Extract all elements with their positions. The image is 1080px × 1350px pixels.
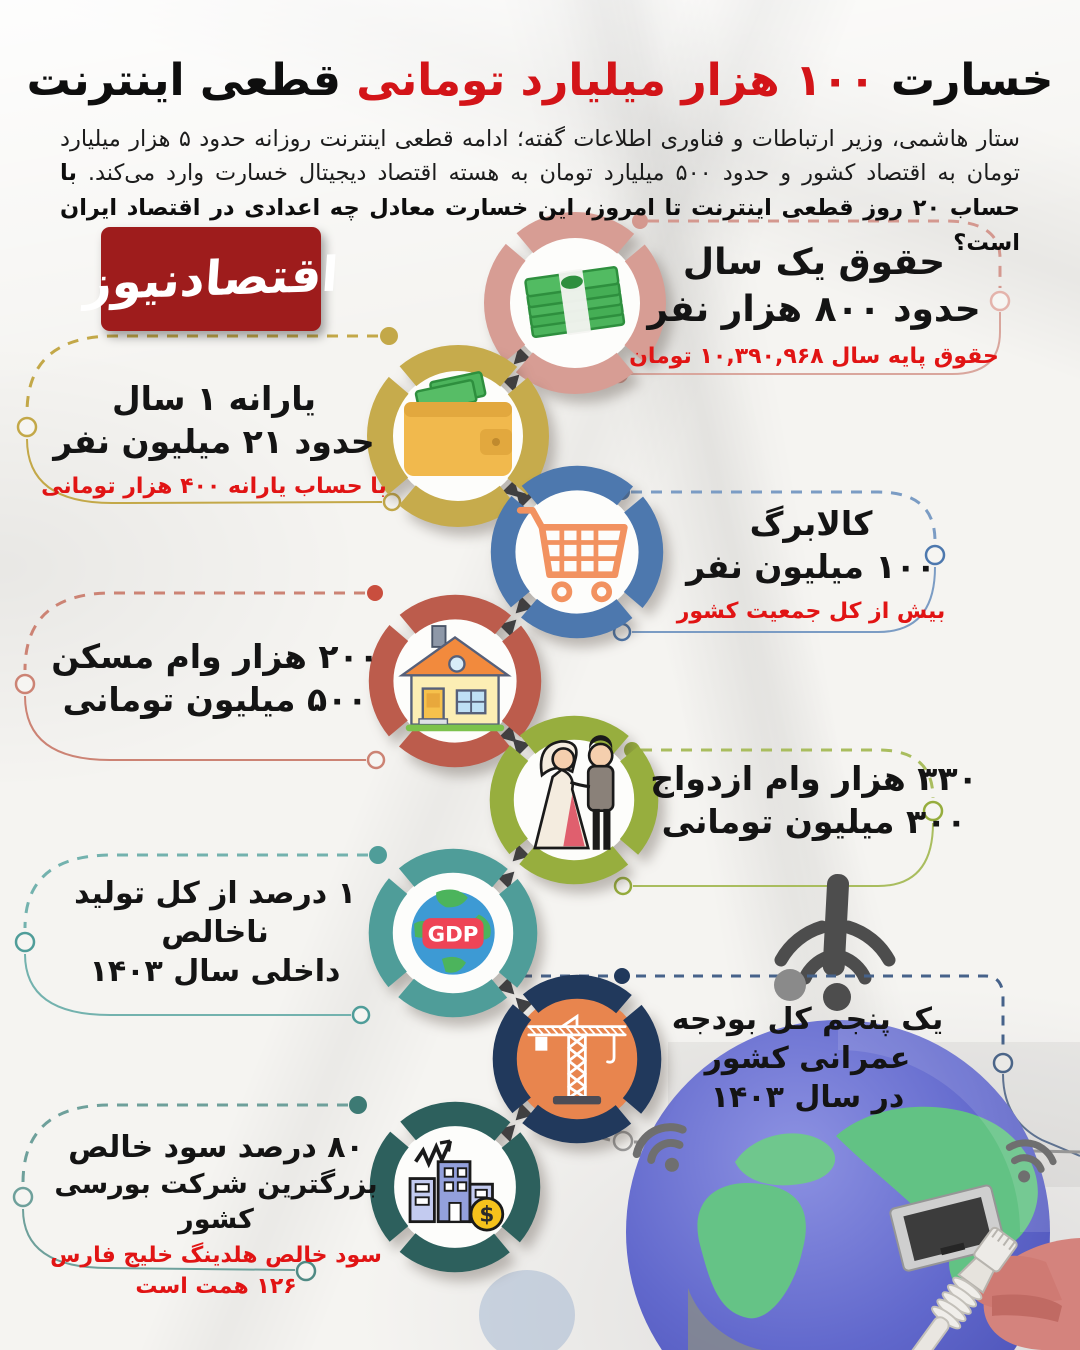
item-6-line3: داخلی سال ۱۴۰۳ xyxy=(89,954,341,989)
item-3-note: بیش از کل جمعیت کشور xyxy=(676,598,946,624)
item-6-line2: ناخالص xyxy=(161,915,269,950)
item-6-line1: ۱ درصد از کل تولید xyxy=(74,876,356,911)
item-3-line2: ۱۰۰ میلیون نفر xyxy=(686,546,936,586)
item-2-note: با حساب یارانه ۴۰۰ هزار تومانی xyxy=(41,473,387,499)
item-1-line1: حقوق یک سال xyxy=(682,242,946,283)
item-7-line1: یک پنجم کل بودجه xyxy=(671,1002,944,1037)
intro-bold: با حساب ۲۰ روز قطعی اینترنت تا امروز، این خسارت معادل چه اعدادی در اقتصاد ایران است؟ xyxy=(60,160,1020,257)
item-8-note2: ۱۲۶ همت است xyxy=(135,1273,297,1299)
logo-text: اقتصادنیوز xyxy=(82,246,340,312)
item-2-text xyxy=(38,378,390,503)
item-2-line1: یارانه ۱ سال xyxy=(111,379,317,418)
item-4-line1: ۲۰۰ هزار وام مسکن xyxy=(51,637,379,676)
title-part1: خسارت xyxy=(890,55,1054,107)
item-4-line2: ۵۰۰ میلیون تومانی xyxy=(62,679,368,719)
item-3-text xyxy=(625,503,997,628)
item-7-line2: عمرانی کشور xyxy=(704,1041,911,1076)
item-8-text xyxy=(30,1128,402,1303)
intro-regular: ستار هاشمی، وزیر ارتباطات و فناوری اطلاعات گفته؛ ادامه قطعی اینترنت روزانه حدود ۵ هزار میلیارد تومان به اقتصاد کشور و حدود ۵۰۰ میلیارد تومان به هسته اقتصاد دیجیتال خسارت وارد می‌کند. xyxy=(60,125,1021,187)
item-3-line1: کالابرگ xyxy=(749,504,873,543)
item-8-line1: ۸۰ درصد سود خالص xyxy=(68,1130,364,1165)
gdp-label: GDP xyxy=(427,922,479,948)
item-8-note1: سود خالص هلدینگ خلیج فارس xyxy=(50,1243,382,1269)
item-7-line3: در سال ۱۴۰۳ xyxy=(710,1080,905,1115)
item-8-line2: بزرگترین شرکت بورسی کشور xyxy=(54,1169,378,1236)
item-2-line2: حدود ۲۱ میلیون نفر xyxy=(53,421,375,461)
title-part2: قطعی اینترنت xyxy=(26,55,341,107)
item-5-text xyxy=(618,758,1010,844)
paper-shade xyxy=(479,1270,575,1350)
item-1-line2: حدود ۸۰۰ هزار نفر xyxy=(647,288,981,330)
dollar-symbol: $ xyxy=(479,1202,495,1228)
item-5-line2: ۳۰۰ میلیون تومانی xyxy=(661,801,967,841)
eghtesadnews-logo xyxy=(82,227,340,331)
page-title xyxy=(18,55,1062,106)
title-highlight: ۱۰۰ هزار میلیارد تومانی xyxy=(356,55,876,107)
item-1-text xyxy=(615,240,1013,372)
item-6-text xyxy=(42,874,388,991)
item-1-note: حقوق پایه سال ۱۰,۳۹۰,۹۶۸ تومان xyxy=(629,343,999,369)
item-7-text xyxy=(635,1000,980,1117)
item-5-line1: ۳۳۰ هزار وام ازدواج xyxy=(650,759,978,798)
item-4-text xyxy=(42,636,388,722)
